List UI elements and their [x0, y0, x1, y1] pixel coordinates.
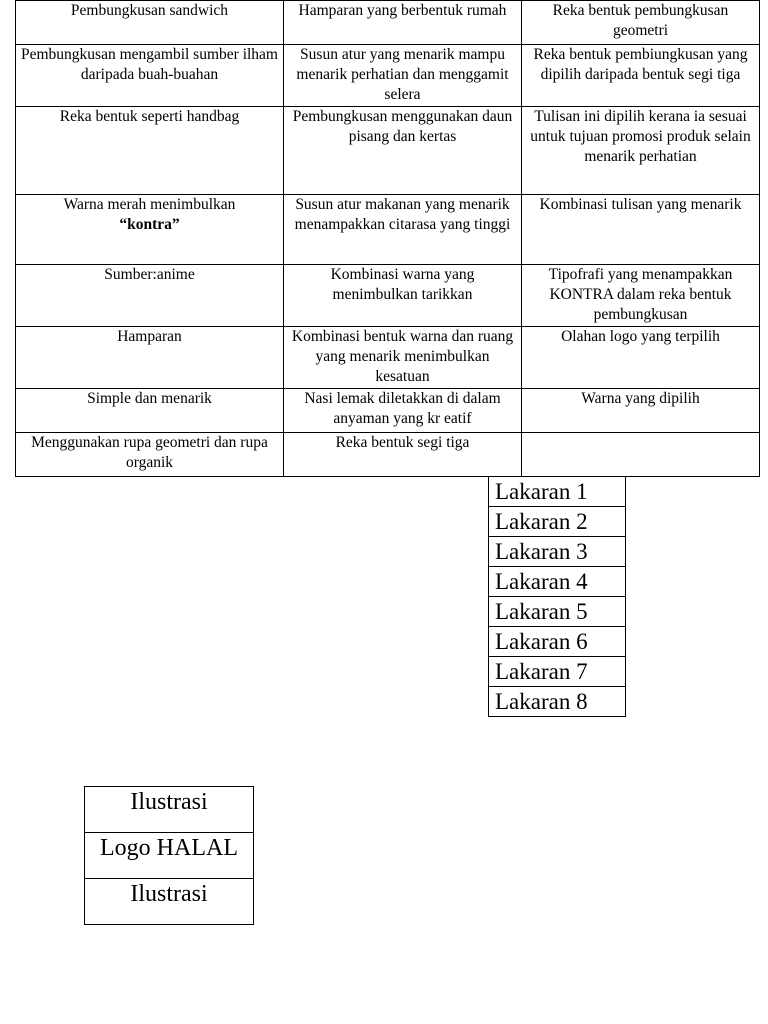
- lakaran-label: Lakaran 6: [489, 627, 626, 657]
- table-cell: Susun atur yang menarik mampu menarik perhatian dan menggamit selera: [284, 45, 522, 107]
- lakaran-list: [488, 476, 626, 717]
- table-row: [16, 433, 760, 477]
- table-cell: Tipofrafi yang menampakkan KONTRA dalam reka bentuk pembungkusan: [522, 265, 760, 327]
- lakaran-label: Lakaran 3: [489, 537, 626, 567]
- list-item: [489, 567, 626, 597]
- list-item: [85, 879, 254, 925]
- table-cell: Warna yang dipilih: [522, 389, 760, 433]
- table-cell: Pembungkusan menggunakan daun pisang dan kertas: [284, 107, 522, 195]
- list-item: [85, 787, 254, 833]
- list-item: [489, 507, 626, 537]
- lakaran-label: Lakaran 8: [489, 687, 626, 717]
- lakaran-label: Lakaran 1: [489, 477, 626, 507]
- table-cell: Menggunakan rupa geometri dan rupa organik: [16, 433, 284, 477]
- list-item: [85, 833, 254, 879]
- lakaran-label: Lakaran 7: [489, 657, 626, 687]
- table-cell: Reka bentuk pembiungkusan yang dipilih daripada bentuk segi tiga: [522, 45, 760, 107]
- table-cell: Reka bentuk segi tiga: [284, 433, 522, 477]
- cell-text-visible: Warna merah menimbulkan “kontra”: [63, 196, 236, 233]
- table-row: [16, 45, 760, 107]
- list-item: [489, 687, 626, 717]
- table-cell: Simple dan menarik: [16, 389, 284, 433]
- list-item: [489, 597, 626, 627]
- list-item: [489, 537, 626, 567]
- table-cell: Pembungkusan sandwich: [16, 1, 284, 45]
- lakaran-label: Lakaran 5: [489, 597, 626, 627]
- table-row: [16, 265, 760, 327]
- table-cell: Hamparan yang berbentuk rumah: [284, 1, 522, 45]
- table-cell: Pembungkusan mengambil sumber ilham daripada buah-buahan: [16, 45, 284, 107]
- list-item: [489, 477, 626, 507]
- list-item: [489, 627, 626, 657]
- element-label: Logo HALAL: [85, 833, 254, 879]
- list-item: [489, 657, 626, 687]
- table-cell: Olahan logo yang terpilih: [522, 327, 760, 389]
- table-row: [16, 107, 760, 195]
- table-cell: [522, 433, 760, 477]
- lakaran-label: Lakaran 4: [489, 567, 626, 597]
- emphasis-text: “kontra”: [119, 216, 180, 233]
- table-cell: Sumber:anime: [16, 265, 284, 327]
- element-label: Ilustrasi: [85, 787, 254, 833]
- table-cell: Reka bentuk seperti handbag: [16, 107, 284, 195]
- table-cell: Kombinasi bentuk warna dan ruang yang menarik menimbulkan kesatuan: [284, 327, 522, 389]
- inspiration-table: [15, 0, 760, 477]
- table-cell: Kombinasi tulisan yang menarik: [522, 195, 760, 265]
- table-cell: [16, 195, 284, 265]
- table-cell: Tulisan ini dipilih kerana ia sesuai untuk tujuan promosi produk selain menarik perhatian: [522, 107, 760, 195]
- table-row: [16, 195, 760, 265]
- table-cell: Nasi lemak diletakkan di dalam anyaman yang kr eatif: [284, 389, 522, 433]
- design-element-list: [84, 786, 254, 925]
- table-row: [16, 1, 760, 45]
- table-cell: Hamparan: [16, 327, 284, 389]
- table-cell: Kombinasi warna yang menimbulkan tarikkan: [284, 265, 522, 327]
- lakaran-label: Lakaran 2: [489, 507, 626, 537]
- table-cell: Reka bentuk pembungkusan geometri: [522, 1, 760, 45]
- table-row: [16, 389, 760, 433]
- element-label: Ilustrasi: [85, 879, 254, 925]
- table-row: [16, 327, 760, 389]
- table-cell: Susun atur makanan yang menarik menampakkan citarasa yang tinggi: [284, 195, 522, 265]
